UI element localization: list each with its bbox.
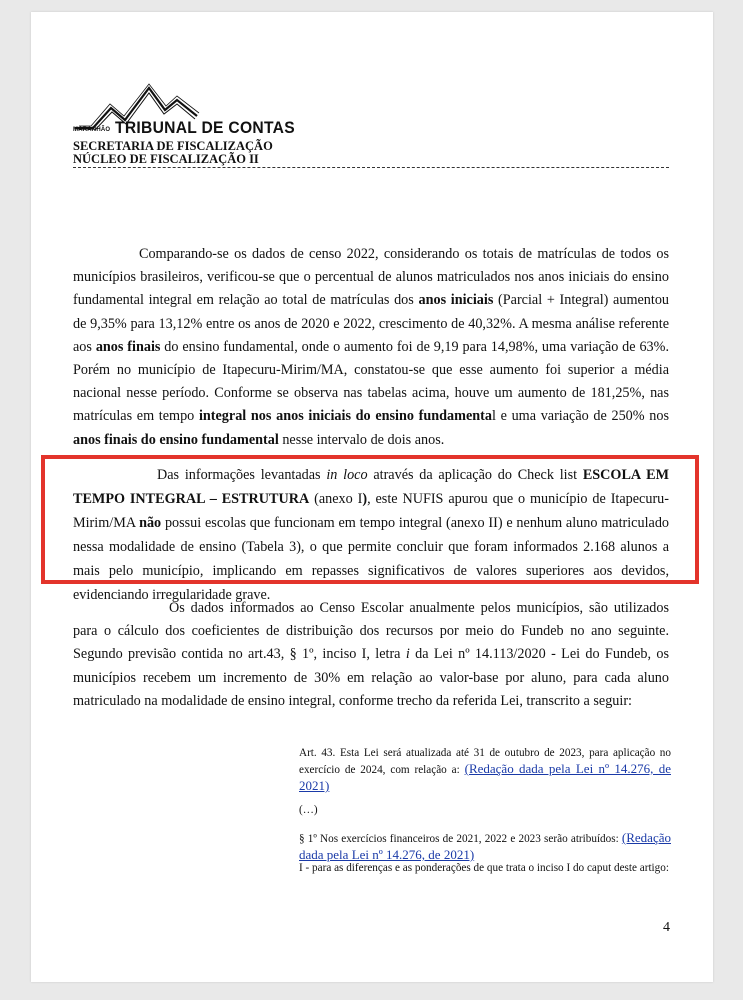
paragraph-in-loco-findings: Das informações levantadas in loco através da aplicação do Check list ESCOLA EM TEMPO INTEGRAL – ESTRUTURA (anexo I), este NUFIS apurou que o município de Itapecuru-Mirim/MA não possui escolas que funcionam em tempo integral (anexo II) e nenhum aluno matriculado nessa modalidade de ensino (Tabela 3), o que permite concluir que foram informados 2.168 alunos a mais pelo município, implicando em repasses significativos de valores superiores aos devidos, evidenciando irregularidade grave.	[73, 467, 670, 603]
quote-inciso-i: I - para as diferenças e as ponderações de que trata o inciso I do caput deste artigo:	[299, 862, 669, 874]
paragraph-census-comparison: Comparando-se os dados de censo 2022, considerando os totais de matrículas de todos os municípios brasileiros, verificou-se que o percentual de alunos matriculados nos anos iniciais do ensino fundamental integral em relação ao total de matrículas dos anos iniciais (Parcial + Integral) aumentou de 9,35% para 13,12% entre os anos de 2020 e 2022, crescimento de 40,32%. A mesma análise referente aos anos finais do ensino fundamental, onde o aumento foi de 9,19 para 14,98%, uma variação de 63%. Porém no município de Itapecuru-Mirim/MA, constatou-se que esse aumento foi superior a média nacional nesse período. Conforme se observa nas tabelas acima, houve um aumento de 181,25%, nas matrículas em tempo integral nos anos iniciais do ensino fundamental e uma variação de 250% nos anos finais do ensino fundamental nesse intervalo de dois anos.	[73, 246, 670, 448]
tribunal-logo	[71, 82, 301, 142]
document-page	[31, 12, 713, 982]
link-lei-14276-par1[interactable]: (Redação dada pela Lei nº 14.276, de 2021)	[299, 830, 671, 862]
logo-state-label: MARANHÃO	[73, 127, 111, 133]
page-number: 4	[663, 920, 670, 935]
header-divider	[73, 167, 669, 168]
quote-ellipsis: (…)	[299, 804, 318, 816]
logo-org-name: TRIBUNAL DE CONTAS	[115, 118, 295, 137]
quote-paragraph-1: § 1º Nos exercícios financeiros de 2021, 2022 e 2023 serão atribuídos: (Redação dada pela Lei nº 14.276, de 2021)	[299, 830, 671, 862]
paragraph-fundeb: Os dados informados ao Censo Escolar anualmente pelos municípios, são utilizados para o cálculo dos coeficientes de distribuição dos recursos por meio do Fundeb no ano seguinte. Segundo previsão contida no art.43, § 1º, inciso I, letra i da Lei nº 14.113/2020 - Lei do Fundeb, os municípios recebem um incremento de 30% em relação ao valor-base por aluno, para cada aluno matriculado na modalidade de ensino integral, conforme trecho da referida Lei, transcrito a seguir:	[73, 600, 669, 709]
secretariat-line: SECRETARIA DE FISCALIZAÇÃO	[73, 139, 273, 153]
department-header	[73, 140, 273, 166]
nucleus-line: NÚCLEO DE FISCALIZAÇÃO II	[73, 152, 259, 166]
quote-art43: Art. 43. Esta Lei será atualizada até 31 de outubro de 2023, para aplicação no exercício de 2024, com relação a: (Redação dada pela Lei nº 14.276, de 2021)	[299, 747, 671, 793]
link-lei-14276-art43[interactable]: (Redação dada pela Lei nº 14.276, de 2021)	[299, 761, 671, 793]
